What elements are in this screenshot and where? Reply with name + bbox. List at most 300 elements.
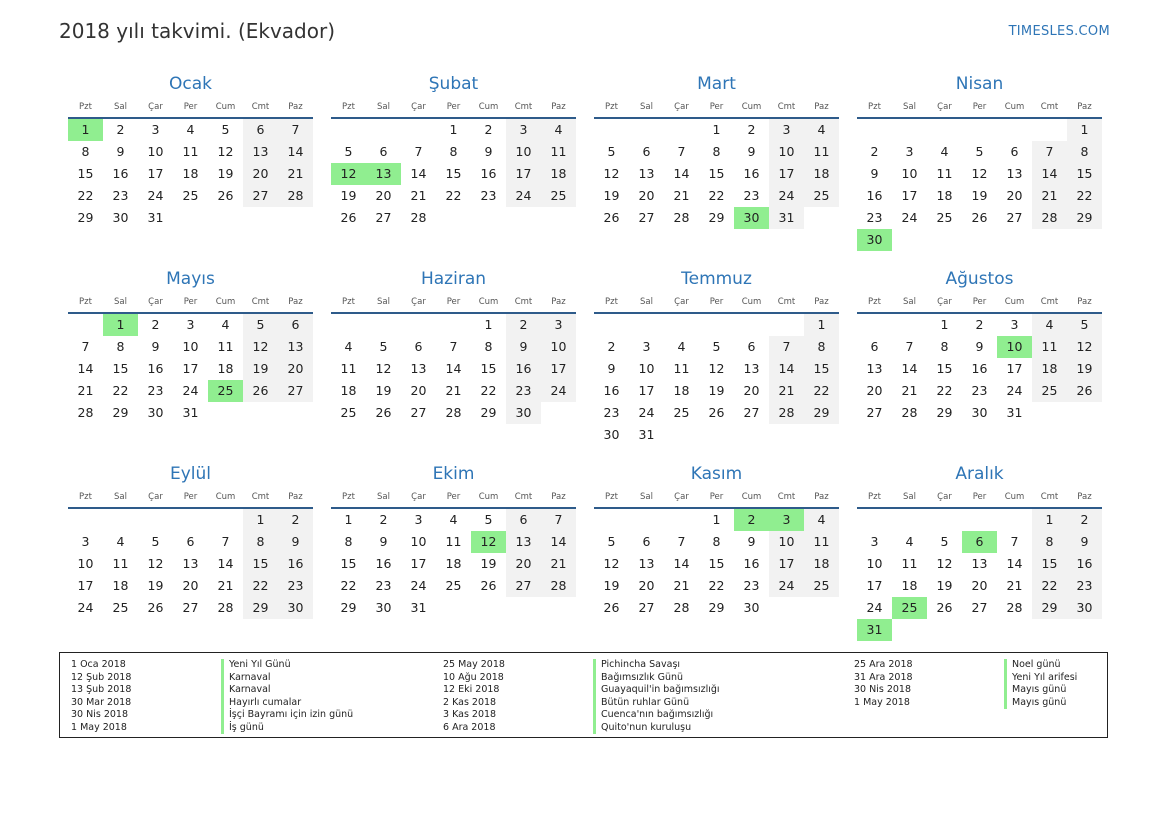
day-cell: 15 xyxy=(708,166,725,181)
day-cell: 17 xyxy=(638,383,655,398)
day-cell: 18 xyxy=(804,553,839,575)
day-cell: 26 xyxy=(603,600,620,615)
holiday-day-cell: 3 xyxy=(769,509,804,531)
day-cell: 12 xyxy=(971,166,988,181)
day-cell: 11 xyxy=(936,166,953,181)
weekday-label: Cum xyxy=(741,102,762,112)
weekday-label: Cum xyxy=(1004,102,1025,112)
weekday-label: Sal xyxy=(377,297,390,307)
day-cell: 14 xyxy=(1032,163,1067,185)
day-cell: 6 xyxy=(642,144,651,159)
day-cell: 21 xyxy=(901,383,918,398)
day-cell: 8 xyxy=(712,534,721,549)
day-cell: 11 xyxy=(901,556,918,571)
day-cell: 16 xyxy=(743,556,760,571)
day-cell: 14 xyxy=(1006,556,1023,571)
empty-cell xyxy=(366,119,401,141)
day-cell: 19 xyxy=(1067,358,1102,380)
day-cell: 4 xyxy=(804,509,839,531)
day-cell: 15 xyxy=(445,166,462,181)
day-cell: 25 xyxy=(673,405,690,420)
holiday-name: Bütün ruhlar Günü xyxy=(593,697,689,710)
site-link[interactable]: TIMESLES.COM xyxy=(1008,24,1110,39)
weekday-label: Sal xyxy=(114,492,127,502)
weekday-label: Paz xyxy=(288,492,303,502)
day-cell: 6 xyxy=(278,314,313,336)
day-cell: 31 xyxy=(182,405,199,420)
weekday-label: Çar xyxy=(148,297,163,307)
day-cell: 14 xyxy=(769,358,804,380)
day-cell: 17 xyxy=(866,578,883,593)
empty-cell xyxy=(401,314,436,336)
day-cell: 9 xyxy=(870,166,879,181)
day-cell: 3 xyxy=(414,512,423,527)
day-cell: 5 xyxy=(940,534,949,549)
day-cell: 15 xyxy=(480,361,497,376)
day-cell: 3 xyxy=(506,119,541,141)
day-cell: 9 xyxy=(975,339,984,354)
weekday-label: Pzt xyxy=(79,492,92,502)
day-cell: 15 xyxy=(936,361,953,376)
day-cell: 6 xyxy=(747,339,756,354)
weekday-label: Çar xyxy=(937,492,952,502)
day-cell: 5 xyxy=(1067,314,1102,336)
holiday-date: 30 Nis 2018 xyxy=(71,709,128,720)
empty-cell xyxy=(664,119,699,141)
day-cell: 6 xyxy=(870,339,879,354)
day-cell: 8 xyxy=(804,336,839,358)
weekday-header xyxy=(331,487,576,509)
weekday-label: Sal xyxy=(903,102,916,112)
weekday-header xyxy=(857,97,1102,119)
holiday-name: Guayaquil'in bağımsızlığı xyxy=(593,684,720,697)
holiday-name: Yeni Yıl arifesi xyxy=(1004,672,1077,685)
holiday-date: 3 Kas 2018 xyxy=(443,709,497,720)
day-cell: 4 xyxy=(541,119,576,141)
day-cell: 10 xyxy=(506,141,541,163)
day-cell: 22 xyxy=(1067,185,1102,207)
day-cell: 6 xyxy=(1010,144,1019,159)
holiday-date: 25 May 2018 xyxy=(443,659,505,670)
holiday-date: 12 Şub 2018 xyxy=(71,671,132,683)
day-cell: 26 xyxy=(375,405,392,420)
day-cell: 17 xyxy=(506,163,541,185)
day-cell: 9 xyxy=(506,336,541,358)
day-cell: 17 xyxy=(901,188,918,203)
day-cell: 2 xyxy=(484,122,493,137)
day-cell: 3 xyxy=(151,122,160,137)
day-cell: 13 xyxy=(182,556,199,571)
day-cell: 5 xyxy=(484,512,493,527)
day-cell: 7 xyxy=(769,336,804,358)
day-cell: 5 xyxy=(344,144,353,159)
weekday-label: Sal xyxy=(903,492,916,502)
holiday-name: Yeni Yıl Günü xyxy=(221,659,291,672)
day-cell: 17 xyxy=(410,556,427,571)
day-cell: 8 xyxy=(116,339,125,354)
day-cell: 18 xyxy=(901,578,918,593)
weekday-label: Pzt xyxy=(342,102,355,112)
legend-row xyxy=(854,697,1077,710)
day-cell: 5 xyxy=(607,144,616,159)
month-name: Nisan xyxy=(955,74,1004,94)
empty-cell xyxy=(68,314,103,336)
empty-cell xyxy=(699,314,734,336)
empty-cell xyxy=(892,119,927,141)
holiday-date: 31 Ara 2018 xyxy=(854,671,913,683)
empty-cell xyxy=(892,509,927,531)
day-cell: 4 xyxy=(116,534,125,549)
day-cell: 21 xyxy=(541,553,576,575)
day-cell: 16 xyxy=(971,361,988,376)
day-cell: 16 xyxy=(743,166,760,181)
day-cell: 22 xyxy=(480,383,497,398)
day-cell: 29 xyxy=(243,597,278,619)
day-cell: 20 xyxy=(506,553,541,575)
day-cell: 14 xyxy=(217,556,234,571)
day-cell: 14 xyxy=(77,361,94,376)
weekday-label: Per xyxy=(709,102,724,112)
day-cell: 9 xyxy=(747,534,756,549)
day-cell: 28 xyxy=(445,405,462,420)
day-cell: 30 xyxy=(147,405,164,420)
day-cell: 8 xyxy=(940,339,949,354)
empty-cell xyxy=(629,509,664,531)
day-cell: 19 xyxy=(603,578,620,593)
legend-row xyxy=(854,684,1077,697)
day-cell: 7 xyxy=(81,339,90,354)
day-cell: 29 xyxy=(112,405,129,420)
month-name: Aralık xyxy=(955,464,1004,484)
day-cell: 2 xyxy=(116,122,125,137)
empty-cell xyxy=(208,509,243,531)
day-cell: 7 xyxy=(541,509,576,531)
day-cell: 19 xyxy=(603,188,620,203)
day-cell: 27 xyxy=(638,600,655,615)
month-block xyxy=(594,72,839,267)
holiday-date: 1 Oca 2018 xyxy=(71,659,126,670)
empty-cell xyxy=(857,509,892,531)
day-cell: 29 xyxy=(1032,597,1067,619)
day-cell: 31 xyxy=(410,600,427,615)
holiday-date: 6 Ara 2018 xyxy=(443,721,496,733)
day-cell: 9 xyxy=(151,339,160,354)
day-cell: 21 xyxy=(1032,185,1067,207)
day-cell: 8 xyxy=(484,339,493,354)
weekday-label: Çar xyxy=(411,492,426,502)
day-cell: 9 xyxy=(484,144,493,159)
holiday-date: 10 Ağu 2018 xyxy=(443,671,504,683)
holiday-day-cell: 2 xyxy=(734,509,769,531)
day-cell: 7 xyxy=(1032,141,1067,163)
day-cell: 16 xyxy=(1067,553,1102,575)
weekday-label: Cum xyxy=(215,102,236,112)
legend-row xyxy=(443,672,720,685)
weekday-label: Cmt xyxy=(777,297,796,307)
day-cell: 12 xyxy=(708,361,725,376)
day-cell: 26 xyxy=(480,578,497,593)
day-cell: 23 xyxy=(375,578,392,593)
day-cell: 8 xyxy=(449,144,458,159)
day-cell: 1 xyxy=(243,509,278,531)
day-cell: 7 xyxy=(677,144,686,159)
day-cell: 12 xyxy=(1067,336,1102,358)
day-cell: 21 xyxy=(673,188,690,203)
legend-row xyxy=(443,697,720,710)
month-name: Temmuz xyxy=(681,269,752,289)
day-cell: 22 xyxy=(77,188,94,203)
weekday-label: Sal xyxy=(114,297,127,307)
day-cell: 26 xyxy=(708,405,725,420)
holiday-date: 30 Mar 2018 xyxy=(71,696,132,708)
holiday-name: İş günü xyxy=(221,722,264,735)
day-cell: 22 xyxy=(243,575,278,597)
day-cell: 23 xyxy=(603,405,620,420)
weekday-label: Cum xyxy=(478,492,499,502)
day-cell: 13 xyxy=(638,166,655,181)
day-cell: 5 xyxy=(151,534,160,549)
weekday-label: Cmt xyxy=(1040,297,1059,307)
month-block xyxy=(857,267,1102,462)
holiday-name: Karnaval xyxy=(221,672,271,685)
day-cell: 27 xyxy=(375,210,392,225)
weekday-label: Pzt xyxy=(868,492,881,502)
day-cell: 22 xyxy=(708,578,725,593)
empty-cell xyxy=(103,509,138,531)
weekday-label: Per xyxy=(972,297,987,307)
day-cell: 31 xyxy=(147,210,164,225)
day-cell: 25 xyxy=(804,185,839,207)
weekday-label: Pzt xyxy=(342,297,355,307)
day-cell: 1 xyxy=(1032,509,1067,531)
day-cell: 4 xyxy=(186,122,195,137)
day-cell: 10 xyxy=(147,144,164,159)
day-cell: 21 xyxy=(1006,578,1023,593)
weekday-label: Per xyxy=(446,492,461,502)
day-cell: 23 xyxy=(112,188,129,203)
holiday-day-cell: 13 xyxy=(366,163,401,185)
day-grid xyxy=(857,314,1102,424)
weekday-label: Sal xyxy=(903,297,916,307)
day-cell: 14 xyxy=(901,361,918,376)
weekday-header xyxy=(68,97,313,119)
day-cell: 7 xyxy=(905,339,914,354)
day-cell: 9 xyxy=(607,361,616,376)
legend-column xyxy=(854,659,1077,709)
holiday-name: İşçi Bayramı için izin günü xyxy=(221,709,353,722)
day-cell: 13 xyxy=(278,336,313,358)
holiday-date: 1 May 2018 xyxy=(854,696,910,708)
day-cell: 25 xyxy=(445,578,462,593)
day-cell: 27 xyxy=(182,600,199,615)
weekday-label: Sal xyxy=(377,492,390,502)
day-cell: 18 xyxy=(936,188,953,203)
day-cell: 10 xyxy=(769,141,804,163)
day-cell: 15 xyxy=(340,556,357,571)
month-name: Kasım xyxy=(690,464,743,484)
day-cell: 15 xyxy=(1067,163,1102,185)
month-block xyxy=(331,267,576,462)
day-grid xyxy=(68,314,313,424)
day-cell: 24 xyxy=(541,380,576,402)
day-cell: 20 xyxy=(743,383,760,398)
day-cell: 18 xyxy=(804,163,839,185)
weekday-label: Cum xyxy=(215,492,236,502)
weekday-label: Çar xyxy=(937,102,952,112)
day-cell: 13 xyxy=(506,531,541,553)
legend-column xyxy=(443,659,720,734)
day-cell: 18 xyxy=(112,578,129,593)
day-cell: 29 xyxy=(936,405,953,420)
holiday-day-cell: 10 xyxy=(997,336,1032,358)
holiday-day-cell: 1 xyxy=(68,119,103,141)
day-cell: 25 xyxy=(541,185,576,207)
empty-cell xyxy=(857,119,892,141)
weekday-label: Pzt xyxy=(868,297,881,307)
weekday-label: Cmt xyxy=(777,102,796,112)
day-cell: 20 xyxy=(182,578,199,593)
day-cell: 14 xyxy=(541,531,576,553)
day-cell: 5 xyxy=(243,314,278,336)
day-cell: 22 xyxy=(708,188,725,203)
day-grid xyxy=(857,509,1102,641)
day-cell: 14 xyxy=(673,166,690,181)
empty-cell xyxy=(436,314,471,336)
day-cell: 27 xyxy=(743,405,760,420)
weekday-label: Per xyxy=(446,102,461,112)
empty-cell xyxy=(594,314,629,336)
day-cell: 11 xyxy=(340,361,357,376)
day-cell: 12 xyxy=(147,556,164,571)
day-cell: 28 xyxy=(410,210,427,225)
holiday-name: Bağımsızlık Günü xyxy=(593,672,683,685)
weekday-label: Sal xyxy=(640,297,653,307)
day-cell: 21 xyxy=(769,380,804,402)
legend-row xyxy=(443,722,720,735)
empty-cell xyxy=(734,314,769,336)
day-cell: 22 xyxy=(936,383,953,398)
day-cell: 20 xyxy=(638,578,655,593)
day-cell: 1 xyxy=(449,122,458,137)
empty-cell xyxy=(857,314,892,336)
weekday-label: Pzt xyxy=(868,102,881,112)
empty-cell xyxy=(594,119,629,141)
day-cell: 1 xyxy=(804,314,839,336)
day-cell: 20 xyxy=(1006,188,1023,203)
weekday-label: Cum xyxy=(478,102,499,112)
empty-cell xyxy=(664,314,699,336)
day-cell: 24 xyxy=(506,185,541,207)
legend-column xyxy=(71,659,353,734)
day-cell: 1 xyxy=(344,512,353,527)
holiday-day-cell: 25 xyxy=(208,380,243,402)
weekday-label: Sal xyxy=(640,492,653,502)
day-cell: 1 xyxy=(1067,119,1102,141)
holiday-name: Noel günü xyxy=(1004,659,1061,672)
weekday-label: Paz xyxy=(1077,102,1092,112)
weekday-label: Çar xyxy=(148,492,163,502)
day-cell: 25 xyxy=(112,600,129,615)
month-name: Haziran xyxy=(420,269,487,289)
day-cell: 28 xyxy=(901,405,918,420)
day-cell: 17 xyxy=(1006,361,1023,376)
day-cell: 4 xyxy=(221,317,230,332)
legend-row xyxy=(71,709,353,722)
day-cell: 9 xyxy=(747,144,756,159)
day-cell: 28 xyxy=(278,185,313,207)
day-cell: 8 xyxy=(1032,531,1067,553)
day-cell: 30 xyxy=(112,210,129,225)
day-cell: 23 xyxy=(743,578,760,593)
day-cell: 18 xyxy=(1032,358,1067,380)
day-cell: 17 xyxy=(541,358,576,380)
weekday-label: Pzt xyxy=(605,102,618,112)
weekday-label: Cmt xyxy=(251,102,270,112)
day-cell: 28 xyxy=(77,405,94,420)
empty-cell xyxy=(892,314,927,336)
day-cell: 6 xyxy=(379,144,388,159)
day-grid xyxy=(857,119,1102,251)
weekday-label: Cum xyxy=(478,297,499,307)
weekday-label: Per xyxy=(972,492,987,502)
legend-row xyxy=(71,697,353,710)
day-cell: 26 xyxy=(936,600,953,615)
legend-row xyxy=(443,684,720,697)
day-cell: 3 xyxy=(1010,317,1019,332)
day-cell: 5 xyxy=(221,122,230,137)
day-cell: 2 xyxy=(278,509,313,531)
legend-row xyxy=(854,659,1077,672)
day-cell: 2 xyxy=(870,144,879,159)
day-cell: 30 xyxy=(375,600,392,615)
empty-cell xyxy=(962,119,997,141)
day-cell: 23 xyxy=(971,383,988,398)
empty-cell xyxy=(594,509,629,531)
day-cell: 24 xyxy=(147,188,164,203)
empty-cell xyxy=(664,509,699,531)
day-cell: 25 xyxy=(804,575,839,597)
weekday-header xyxy=(68,292,313,314)
day-cell: 26 xyxy=(147,600,164,615)
day-cell: 10 xyxy=(541,336,576,358)
day-cell: 10 xyxy=(866,556,883,571)
day-cell: 25 xyxy=(1032,380,1067,402)
day-cell: 23 xyxy=(480,188,497,203)
day-cell: 29 xyxy=(480,405,497,420)
day-cell: 20 xyxy=(243,163,278,185)
holiday-name: Quito'nun kuruluşu xyxy=(593,722,691,735)
empty-cell xyxy=(927,119,962,141)
legend-row xyxy=(443,659,720,672)
day-cell: 27 xyxy=(506,575,541,597)
month-name: Mayıs xyxy=(166,269,215,289)
day-cell: 28 xyxy=(673,600,690,615)
holiday-date: 1 May 2018 xyxy=(71,721,127,733)
weekday-label: Paz xyxy=(551,297,566,307)
day-cell: 26 xyxy=(217,188,234,203)
weekday-label: Paz xyxy=(288,102,303,112)
empty-cell xyxy=(331,314,366,336)
day-cell: 23 xyxy=(743,188,760,203)
day-cell: 13 xyxy=(971,556,988,571)
day-cell: 2 xyxy=(975,317,984,332)
empty-cell xyxy=(173,509,208,531)
day-cell: 24 xyxy=(866,600,883,615)
day-cell: 23 xyxy=(147,383,164,398)
month-name: Ocak xyxy=(169,74,212,94)
day-cell: 13 xyxy=(743,361,760,376)
month-name: Eylül xyxy=(169,464,212,484)
